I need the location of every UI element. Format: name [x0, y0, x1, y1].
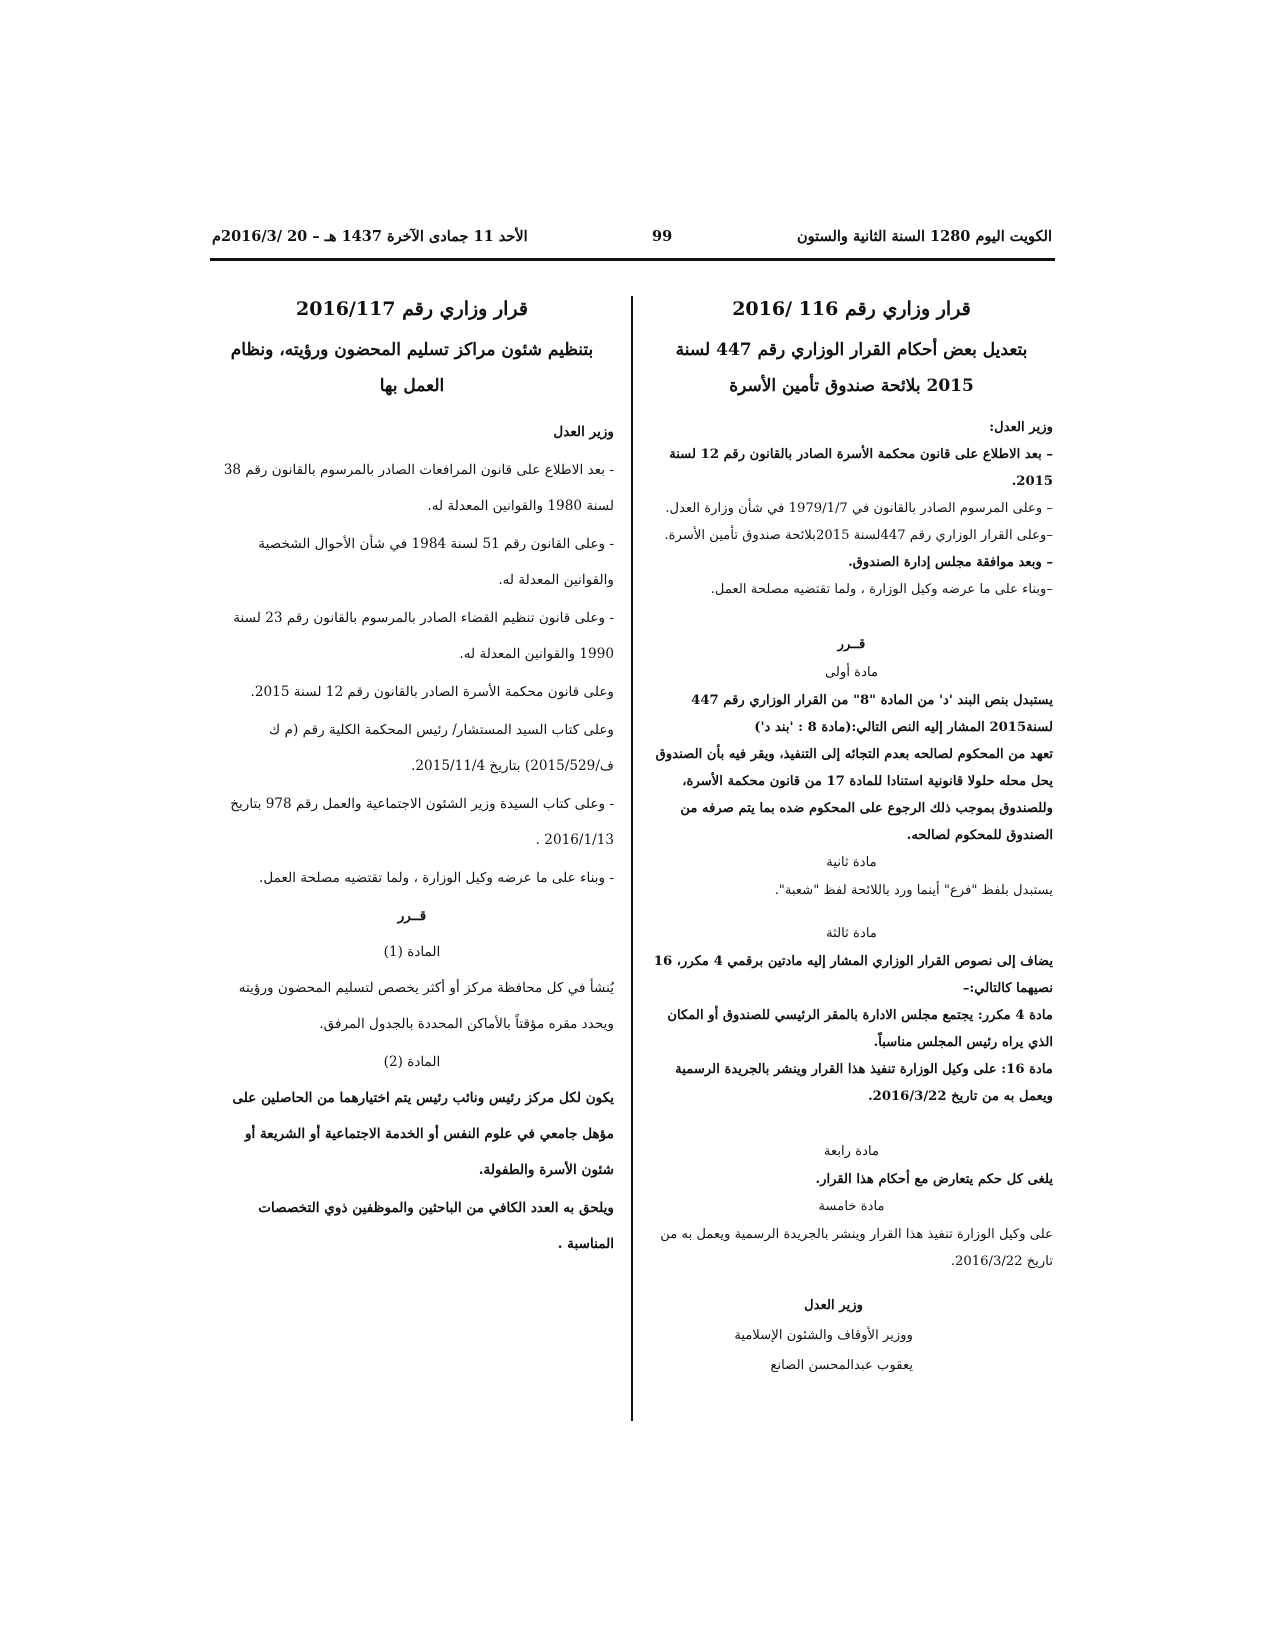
preamble-item: وعلى قانون محكمة الأسرة الصادر بالقانون رقم 12 لسنة 2015. [250, 684, 614, 700]
decree-117-minister: وزير العدل [553, 424, 614, 440]
decree-117-title: قرار وزاري رقم 2016/117 [296, 298, 528, 320]
page-header [212, 228, 1052, 252]
article-1-intro: يستبدل بنص البند 'د' من المادة "8" من القرار الوزاري رقم 447 لسنة2015 المشار إليه النص التالي:(مادة 8 : 'بند د') [691, 693, 1053, 735]
article-3-item: مادة 16: على وكيل الوزارة تنفيذ هذا القرار وينشر بالجريدة الرسمية ويعمل به من تاريخ 2016/3/22. [675, 1062, 1053, 1104]
article-3-item: مادة 4 مكرر: يجتمع مجلس الادارة بالمقر الرئيسي للصندوق أو المكان الذي يراه رئيس المجلس مناسباً. [667, 1008, 1053, 1050]
article-heading: مادة ثانية [826, 855, 877, 870]
preamble-item: - وعلى كتاب السيدة وزير الشئون الاجتماعية والعمل رقم 978 بتاريخ 2016/1/13 . [230, 796, 614, 848]
header-rule [210, 258, 1055, 261]
decree-116-subtitle-line1: بتعديل بعض أحكام القرار الوزاري رقم 447 لسنة [675, 340, 1028, 360]
preamble-item: - بعد الاطلاع على قانون المرافعات الصادر بالمرسوم بالقانون رقم 38 لسنة 1980 والقوانين المعدلة له. [223, 462, 614, 514]
decree-116-column [650, 298, 1053, 1381]
preamble-item: – وعلى المرسوم الصادر بالقانون في 1979/1/7 في شأن وزارة العدل. [665, 501, 1053, 516]
article-5-body: على وكيل الوزارة تنفيذ هذا القرار وينشر بالجريدة الرسمية ويعمل به من تاريخ 2016/3/22. [660, 1227, 1053, 1269]
decree-116-subtitle-line2: 2015 بلائحة صندوق تأمين الأسرة [729, 376, 974, 396]
decree-117-subtitle-line2: العمل بها [379, 376, 445, 396]
article-heading: مادة أولى [824, 665, 879, 680]
article-heading: مادة رابعة [823, 1144, 880, 1159]
article-3-intro: يضاف إلى نصوص القرار الوزاري المشار إليه مادتين برقمي 4 مكرر، 16 نصيهما كالتالي:– [653, 954, 1053, 996]
column-divider [631, 296, 633, 1421]
header-date: الأحد 11 جمادى الآخرة 1437 هـ – 20 /2016/3م [212, 228, 528, 245]
decree-117-column [210, 298, 614, 1264]
decree-116-subtitle [650, 332, 1053, 404]
article-heading: المادة (2) [383, 1054, 441, 1070]
article-1-body: يُنشأ في كل محافظة مركز أو أكثر يخصص لتسليم المحضون ورؤيته ويحدد مقره مؤقتاً بالأماكن المحددة بالجدول المرفق. [238, 980, 614, 1032]
decree-116-minister: وزير العدل: [989, 420, 1053, 435]
header-publication-info: الكويت اليوم 1280 السنة الثانية والستون [797, 228, 1052, 245]
decided-heading: قــرر [837, 637, 866, 652]
preamble-item: وعلى كتاب السيد المستشار/ رئيس المحكمة الكلية رقم (م ك ف/2015/529) بتاريخ 2015/11/4. [269, 722, 614, 774]
decree-117-subtitle [210, 332, 614, 404]
article-2-body: يكون لكل مركز رئيس ونائب رئيس يتم اختيارهما من الحاصلين على مؤهل جامعي في علوم النفس أو الخدمة الاجتماعية أو الشريعة أو شئون الأسرة والطفولة. [232, 1090, 614, 1178]
article-2-body: يستبدل بلفظ "فرع" أينما ورد باللائحة لفظ "شعبة". [774, 883, 1053, 898]
preamble-item: - وعلى قانون تنظيم القضاء الصادر بالمرسوم بالقانون رقم 23 لسنة 1990 والقوانين المعدلة له. [233, 610, 614, 662]
preamble-item: - وعلى القانون رقم 51 لسنة 1984 في شأن الأحوال الشخصية والقوانين المعدلة له. [258, 536, 614, 588]
decided-heading: قــرر [397, 908, 427, 924]
signature-title: ووزير الأوقاف والشئون الإسلامية [734, 1328, 913, 1343]
article-2-body: ويلحق به العدد الكافي من الباحثين والموظفين ذوي التخصصات المناسبة . [258, 1200, 614, 1252]
preamble-item: – وبعد موافقة مجلس إدارة الصندوق. [848, 555, 1053, 570]
preamble-item: – بعد الاطلاع على قانون محكمة الأسرة الصادر بالقانون رقم 12 لسنة 2015. [669, 447, 1053, 489]
preamble-item: –وبناء على ما عرضه وكيل الوزارة ، ولما تقتضيه مصلحة العمل. [710, 582, 1053, 597]
signature-title: وزير العدل [804, 1298, 863, 1313]
page-number: 99 [652, 228, 673, 245]
article-4-body: يلغى كل حكم يتعارض مع أحكام هذا القرار. [815, 1172, 1053, 1187]
article-heading: المادة (1) [383, 944, 441, 960]
preamble-item: - وبناء على ما عرضه وكيل الوزارة ، ولما تقتضيه مصلحة العمل. [259, 870, 614, 886]
decree-117-subtitle-line1: بتنظيم شئون مراكز تسليم المحضون ورؤيته، ونظام [230, 340, 594, 360]
article-1-body: تعهد من المحكوم لصالحه بعدم التجائه إلى التنفيذ، ويقر فيه بأن الصندوق يحل محله حلولا قانونية استنادا للمادة 17 من قانون محكمة الأسرة، وللصندوق بموجب ذلك الرجوع على المحكوم ضده بما يتم صرفه من الصندوق للمحكوم لصالحه. [655, 747, 1053, 843]
preamble-item: –وعلى القرار الوزاري رقم 447لسنة 2015بلائحة صندوق تأمين الأسرة. [664, 528, 1053, 543]
decree-116-title: قرار وزاري رقم 116 /2016 [732, 298, 971, 320]
article-heading: مادة خامسة [818, 1199, 885, 1214]
article-heading: مادة ثالثة [826, 926, 877, 941]
signature-name: يعقوب عبدالمحسن الصانع [770, 1358, 913, 1373]
signature-block [650, 1291, 913, 1381]
